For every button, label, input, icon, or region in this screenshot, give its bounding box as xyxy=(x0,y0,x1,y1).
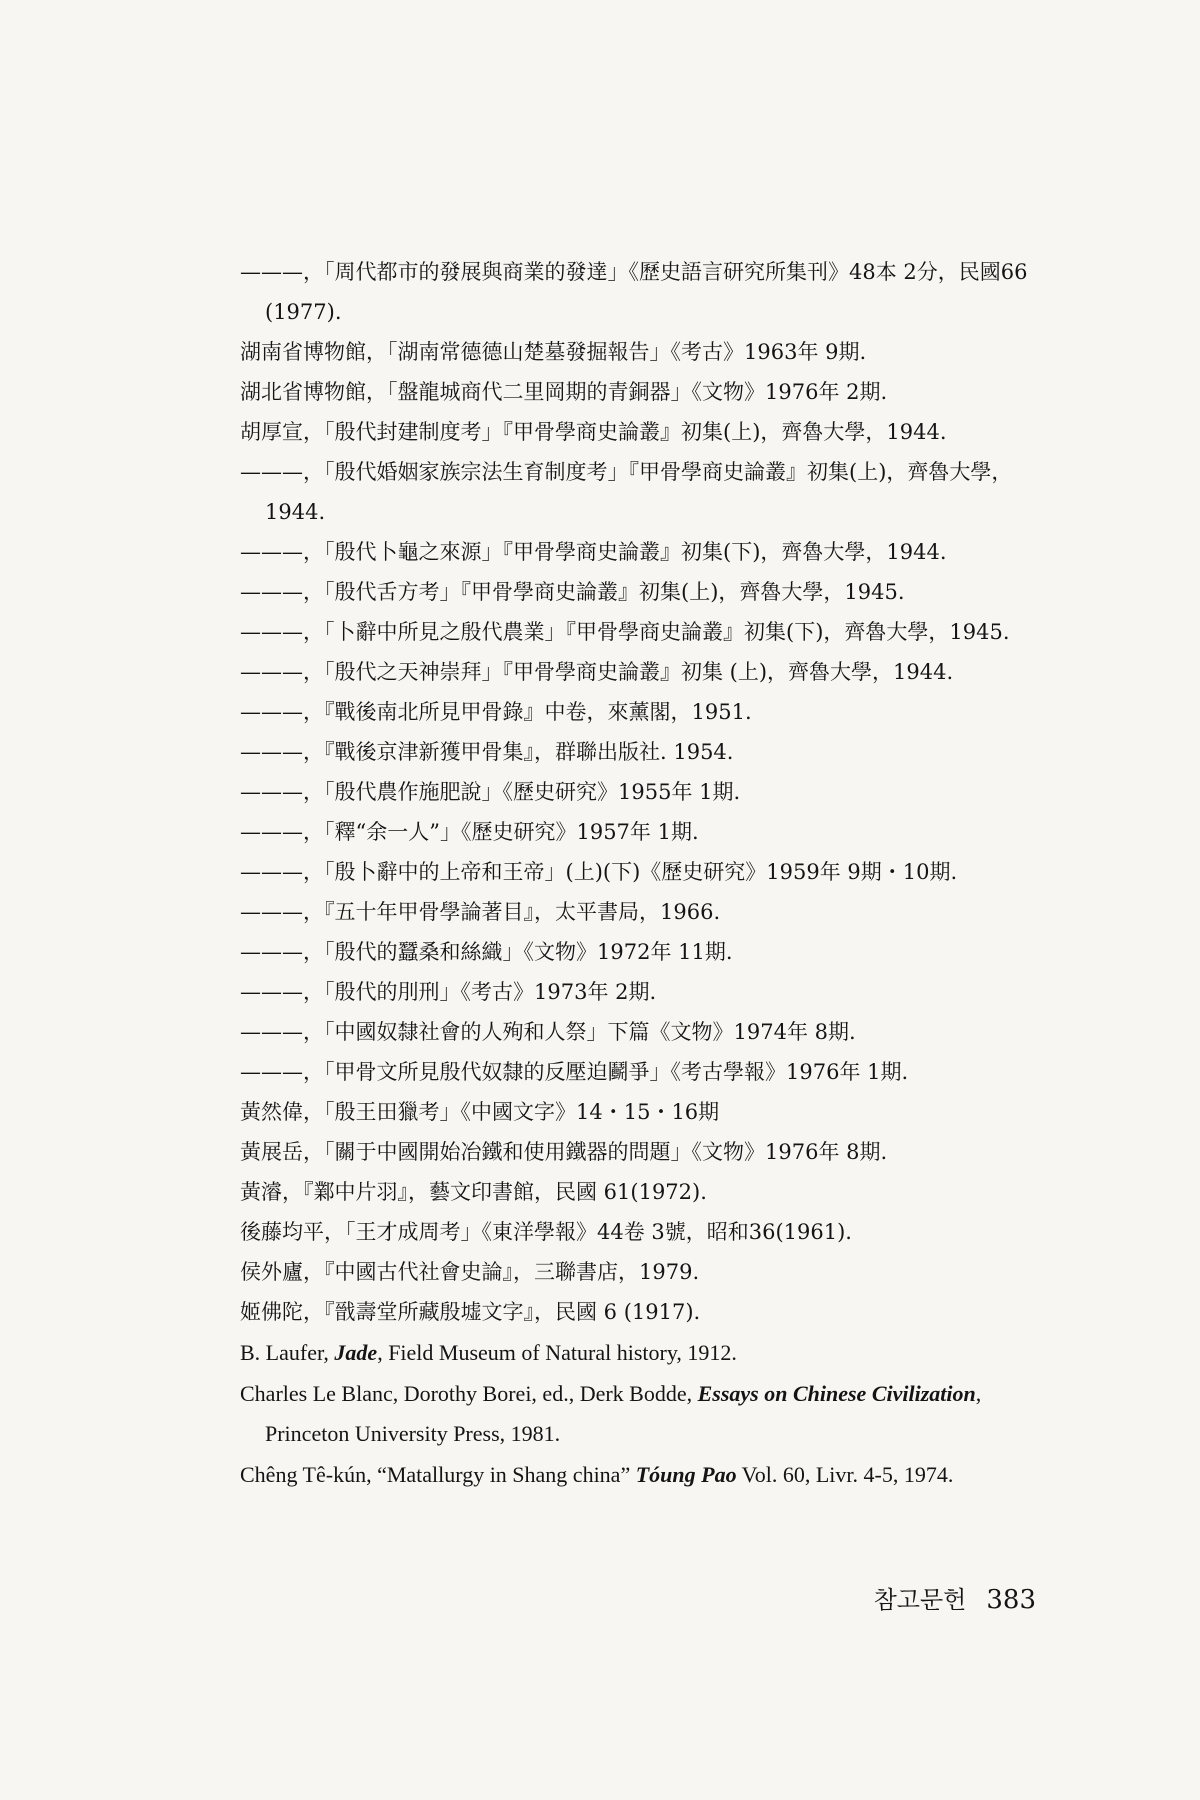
reference-text: ———，「甲骨文所見殷代奴隸的反壓迫鬬爭」《考古學報》1976年 1期. xyxy=(240,1060,909,1084)
reference-entry xyxy=(240,932,1060,972)
reference-entry xyxy=(240,1212,1060,1252)
reference-entry xyxy=(240,412,1060,452)
reference-entry xyxy=(240,372,1060,412)
reference-entry xyxy=(240,252,1060,332)
reference-text: ———，『戰後南北所見甲骨錄』中卷，來薰閣，1951. xyxy=(240,700,752,724)
reference-entry xyxy=(240,1012,1060,1052)
reference-text: ———，「殷代的刖刑」《考古》1973年 2期. xyxy=(240,980,657,1004)
reference-text: 黃然偉，「殷王田獵考」《中國文字》14・15・16期 xyxy=(240,1100,720,1124)
reference-text: ———，「釋“余一人”」《歷史研究》1957年 1期. xyxy=(240,820,699,844)
reference-entry xyxy=(240,1052,1060,1092)
reference-entry xyxy=(240,612,1060,652)
reference-entry xyxy=(240,892,1060,932)
reference-text: ———，『五十年甲骨學論著目』，太平書局，1966. xyxy=(240,900,721,924)
footer-section-title: 참고문헌 xyxy=(873,1586,967,1614)
reference-text: ———，「周代都市的發展與商業的發達」《歷史語言研究所集刊》48本 2分，民國66 (1977). xyxy=(240,260,1028,324)
reference-entry xyxy=(240,972,1060,1012)
reference-title-italic: Tóung Pao xyxy=(635,1462,737,1487)
reference-entry xyxy=(240,1374,1060,1454)
reference-text: ———，「殷代婚姻家族宗法生育制度考」『甲骨學商史論叢』初集(上)，齊魯大學，1944. xyxy=(240,460,1013,524)
reference-text: B. Laufer, xyxy=(240,1340,335,1365)
reference-text: ———，「卜辭中所見之殷代農業」『甲骨學商史論叢』初集(下)，齊魯大學，1945. xyxy=(240,620,1010,644)
reference-entry xyxy=(240,1252,1060,1292)
reference-entry xyxy=(240,572,1060,612)
reference-text: 湖南省博物館，「湖南常德德山楚墓發掘報告」《考古》1963年 9期. xyxy=(240,340,867,364)
reference-entry xyxy=(240,1132,1060,1172)
reference-text: 姬佛陀，『戩壽堂所藏殷墟文字』，民國 6 (1917). xyxy=(240,1300,701,1324)
reference-text: ———，「殷代農作施肥說」《歷史研究》1955年 1期. xyxy=(240,780,741,804)
page-number: 383 xyxy=(986,1585,1036,1615)
reference-text: ———，「殷代的蠶桑和絲織」《文物》1972年 11期. xyxy=(240,940,733,964)
reference-text: , Field Museum of Natural history, 1912. xyxy=(377,1340,737,1365)
reference-entry xyxy=(240,332,1060,372)
reference-entry xyxy=(240,1172,1060,1212)
reference-list xyxy=(240,252,1060,1495)
reference-entry xyxy=(240,532,1060,572)
reference-text: Charles Le Blanc, Dorothy Borei, ed., Derk Bodde, xyxy=(240,1381,698,1406)
reference-text: ———，『戰後京津新獲甲骨集』，群聯出版社. 1954. xyxy=(240,740,734,764)
reference-text: ———，「殷代之天神崇拜」『甲骨學商史論叢』初集 (上)，齊魯大學，1944. xyxy=(240,660,954,684)
reference-title-italic: Essays on Chinese Civilization xyxy=(697,1381,976,1406)
reference-text: ———，「中國奴隸社會的人殉和人祭」下篇《文物》1974年 8期. xyxy=(240,1020,856,1044)
reference-text: ———，「殷代卜龜之來源」『甲骨學商史論叢』初集(下)，齊魯大學，1944. xyxy=(240,540,947,564)
reference-text: 侯外廬，『中國古代社會史論』，三聯書店，1979. xyxy=(240,1260,700,1284)
reference-title-italic: Jade xyxy=(334,1340,378,1365)
reference-text: 後藤均平，「王才成周考」《東洋學報》44卷 3號，昭和36(1961). xyxy=(240,1220,852,1244)
reference-text: ———，「殷卜辭中的上帝和王帝」(上)(下)《歷史研究》1959年 9期・10期. xyxy=(240,860,958,884)
reference-entry xyxy=(240,812,1060,852)
reference-text: Vol. 60, Livr. 4-5, 1974. xyxy=(736,1462,954,1487)
reference-entry xyxy=(240,652,1060,692)
reference-text: 黃濬，『鄴中片羽』，藝文印書館，民國 61(1972). xyxy=(240,1180,707,1204)
reference-entry xyxy=(240,1292,1060,1332)
reference-entry xyxy=(240,852,1060,892)
reference-entry xyxy=(240,692,1060,732)
reference-entry xyxy=(240,452,1060,532)
reference-text: 胡厚宣，「殷代封建制度考」『甲骨學商史論叢』初集(上)，齊魯大學，1944. xyxy=(240,420,947,444)
reference-text: Chêng Tê-kún, “Matallurgy in Shang china” xyxy=(240,1462,636,1487)
reference-entry xyxy=(240,1455,1060,1495)
reference-entry xyxy=(240,1092,1060,1132)
reference-text: 黃展岳，「關于中國開始冶鐵和使用鐵器的問題」《文物》1976年 8期. xyxy=(240,1140,888,1164)
page-footer xyxy=(874,1580,1036,1615)
reference-text: , Princeton University Press, 1981. xyxy=(265,1381,982,1446)
reference-entry xyxy=(240,732,1060,772)
reference-text: ———，「殷代舌方考」『甲骨學商史論叢』初集(上)，齊魯大學，1945. xyxy=(240,580,905,604)
reference-text: 湖北省博物館，「盤龍城商代二里岡期的青銅器」《文物》1976年 2期. xyxy=(240,380,888,404)
reference-entry xyxy=(240,1333,1060,1373)
reference-entry xyxy=(240,772,1060,812)
